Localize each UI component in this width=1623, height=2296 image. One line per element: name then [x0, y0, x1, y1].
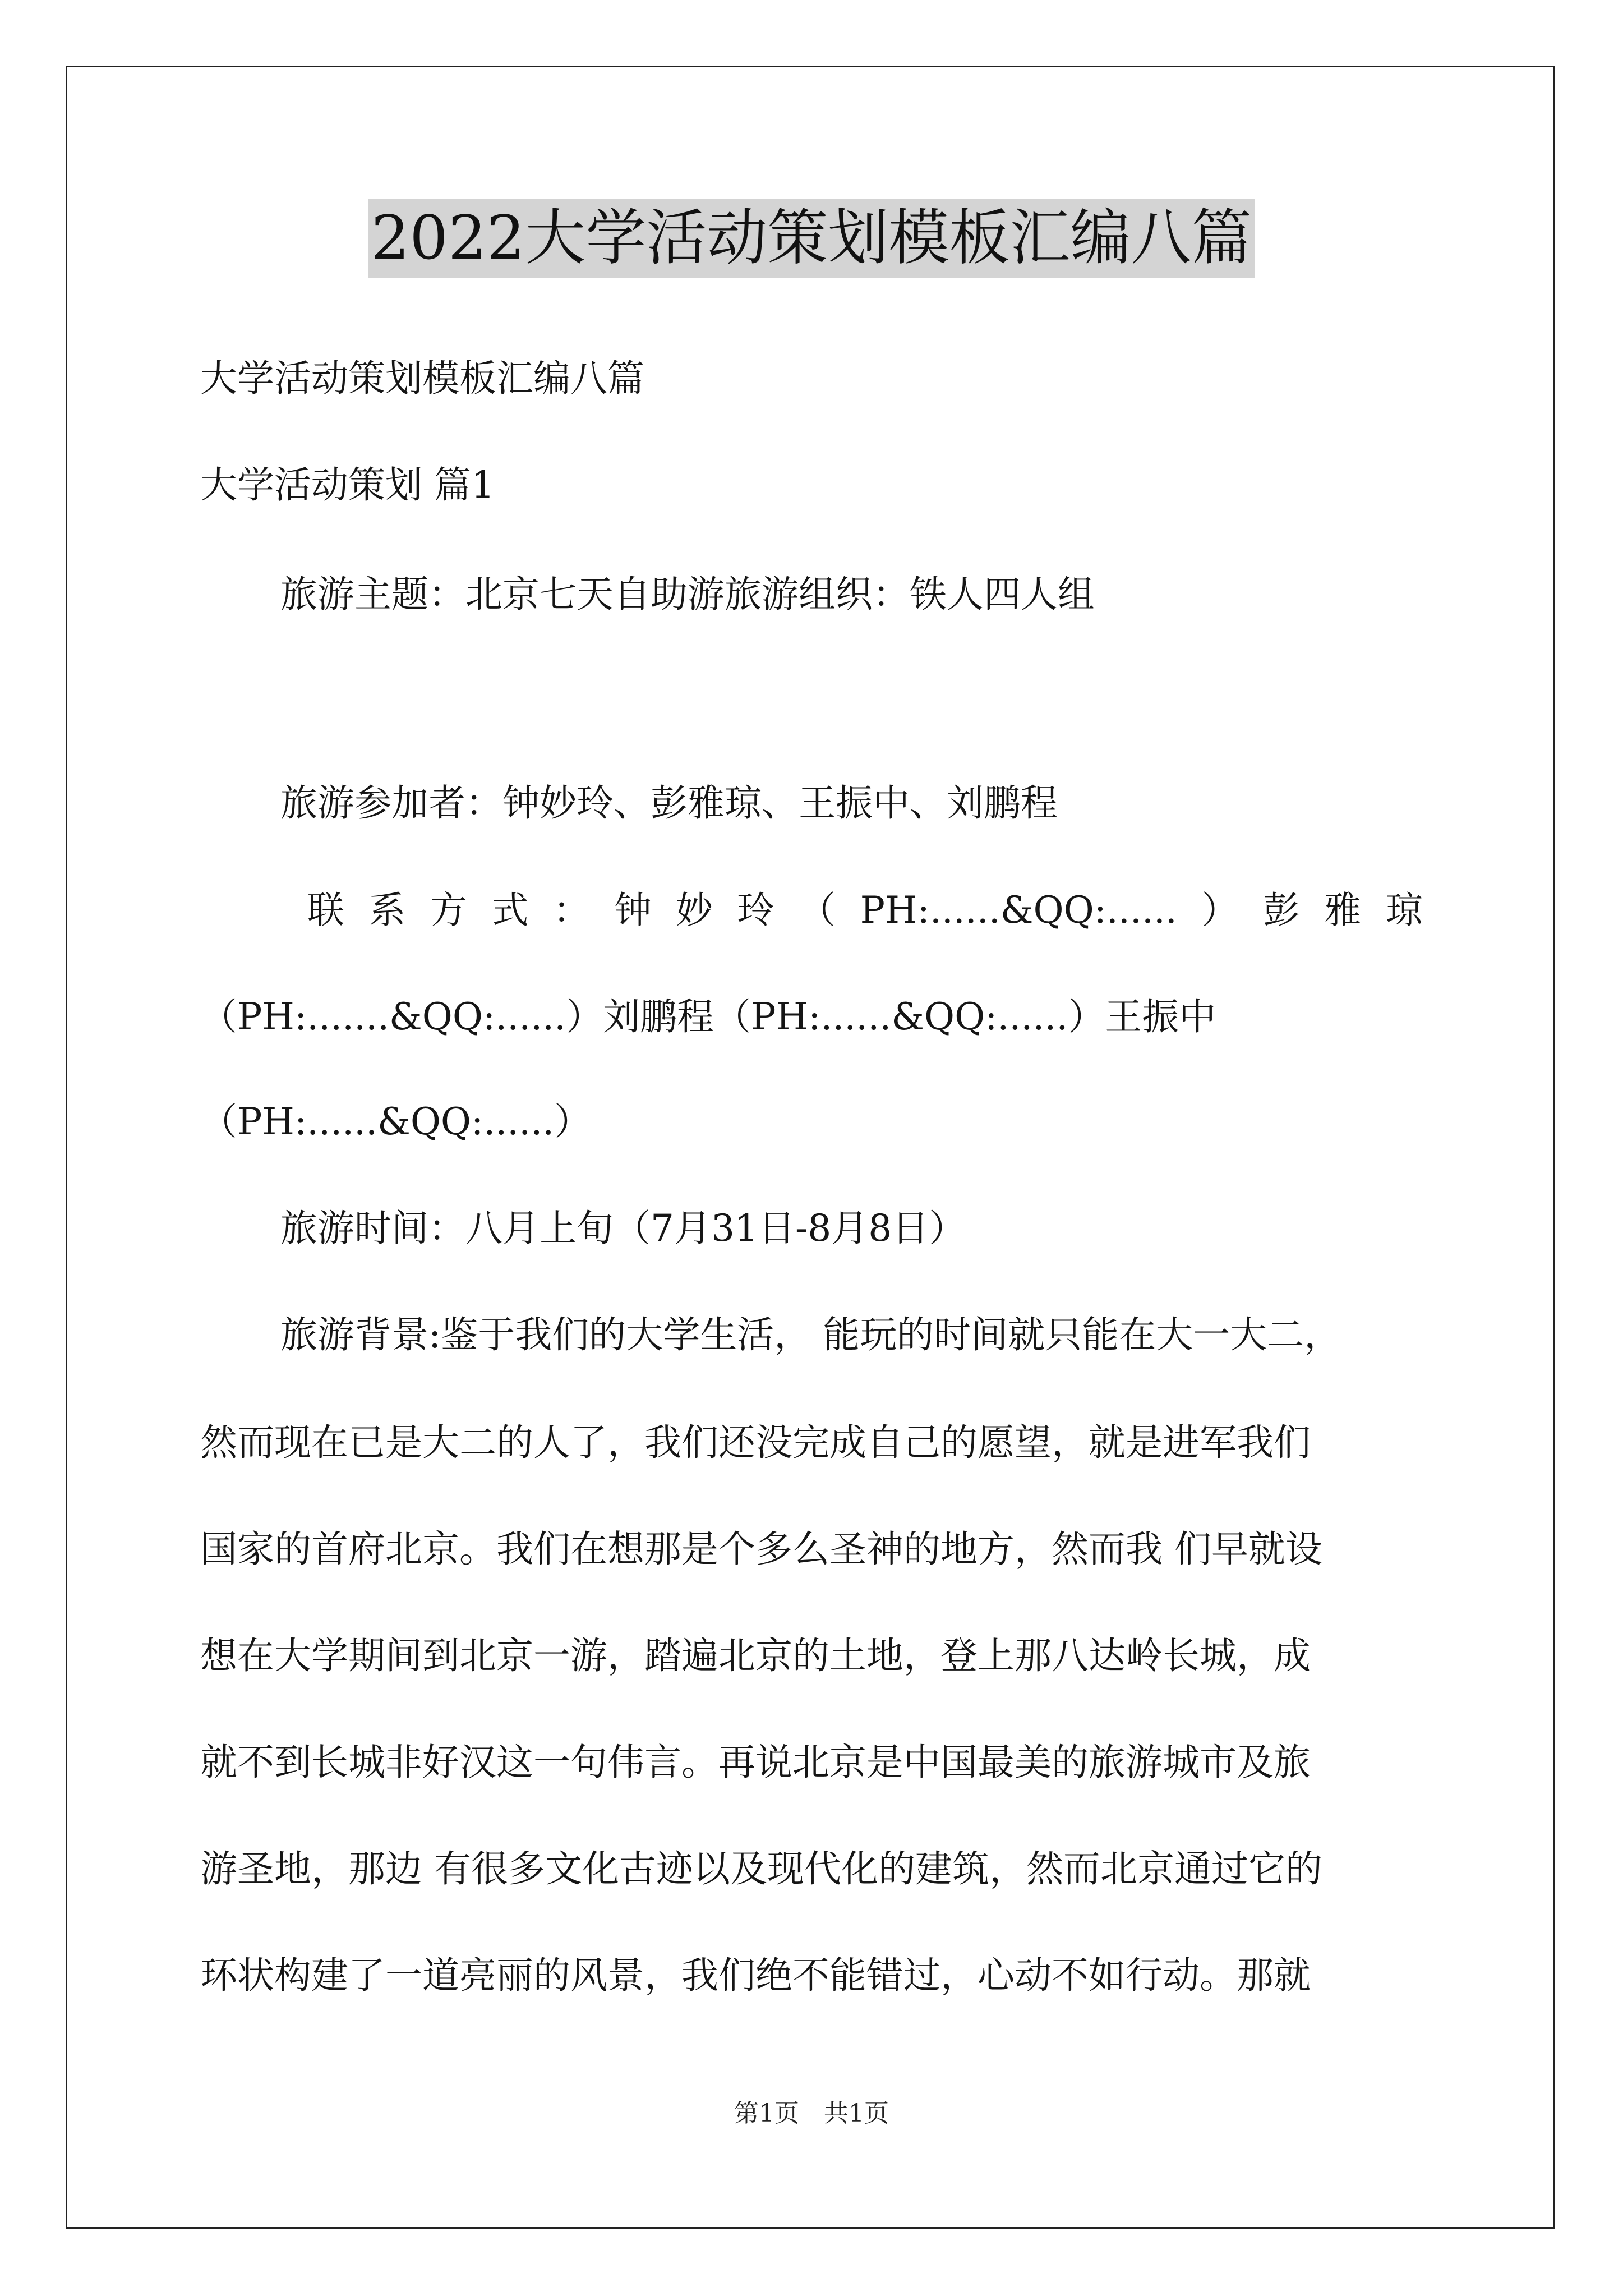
contact-line-1 [307, 885, 1423, 936]
contact-token: 琼 [1385, 889, 1423, 932]
contact-token: 系 [368, 889, 406, 932]
background-line: 就不到长城非好汉这一句伟言。再说北京是中国最美的旅游城市及旅 [200, 1741, 1311, 1784]
contact-line-3: （PH:......&QQ:......） [200, 1100, 592, 1143]
background-line: 游圣地，那边 有很多文化古迹以及现代化的建筑，然而北京通过它的 [200, 1847, 1322, 1890]
contact-token: ： [553, 889, 591, 932]
participants-paragraph: 旅游参加者：钟妙玲、彭雅琼、王振中、刘鹏程 [280, 781, 1058, 825]
background-line: 环状构建了一道亮丽的风景，我们绝不能错过，心动不如行动。那就 [200, 1954, 1311, 1997]
contact-token: 式 [491, 889, 529, 932]
background-line: 国家的首府北京。我们在想那是个多么圣神的地方，然而我 们早就设 [200, 1527, 1322, 1571]
document-title: 2022大学活动策划模板汇编八篇 [368, 199, 1256, 278]
subtitle: 大学活动策划模板汇编八篇 [200, 357, 644, 400]
background-line: 想在大学期间到北京一游，踏遍北京的土地，登上那八达岭长城，成 [200, 1634, 1311, 1677]
background-line: 旅游背景:鉴于我们的大学生活， 能玩的时间就只能在大一大二， [280, 1313, 1341, 1356]
background-line: 然而现在已是大二的人了，我们还没完成自己的愿望，就是进军我们 [200, 1421, 1311, 1464]
contact-token: PH:......&QQ:...... [860, 889, 1177, 932]
contact-token: 雅 [1324, 889, 1362, 932]
page-footer: 第1页 共1页 [734, 2099, 889, 2128]
section-heading: 大学活动策划 篇1 [200, 463, 495, 507]
contact-token: 妙 [676, 889, 713, 932]
contact-token: ） [1201, 889, 1239, 932]
contact-token: 彭 [1262, 889, 1300, 932]
contact-token: 玲 [737, 889, 774, 932]
contact-token: 联 [307, 889, 344, 932]
travel-time-paragraph: 旅游时间：八月上旬（7月31日-8月8日） [280, 1207, 966, 1250]
travel-theme-paragraph: 旅游主题：北京七天自助游旅游组织：铁人四人组 [280, 573, 1095, 616]
title-container [0, 199, 1623, 278]
contact-line-2: （PH:.......&QQ:......）刘鹏程（PH:......&QQ:......）王振中 [200, 995, 1216, 1038]
contact-token: 方 [430, 889, 468, 932]
contact-token: 钟 [614, 889, 652, 932]
contact-token: （ [799, 889, 836, 932]
